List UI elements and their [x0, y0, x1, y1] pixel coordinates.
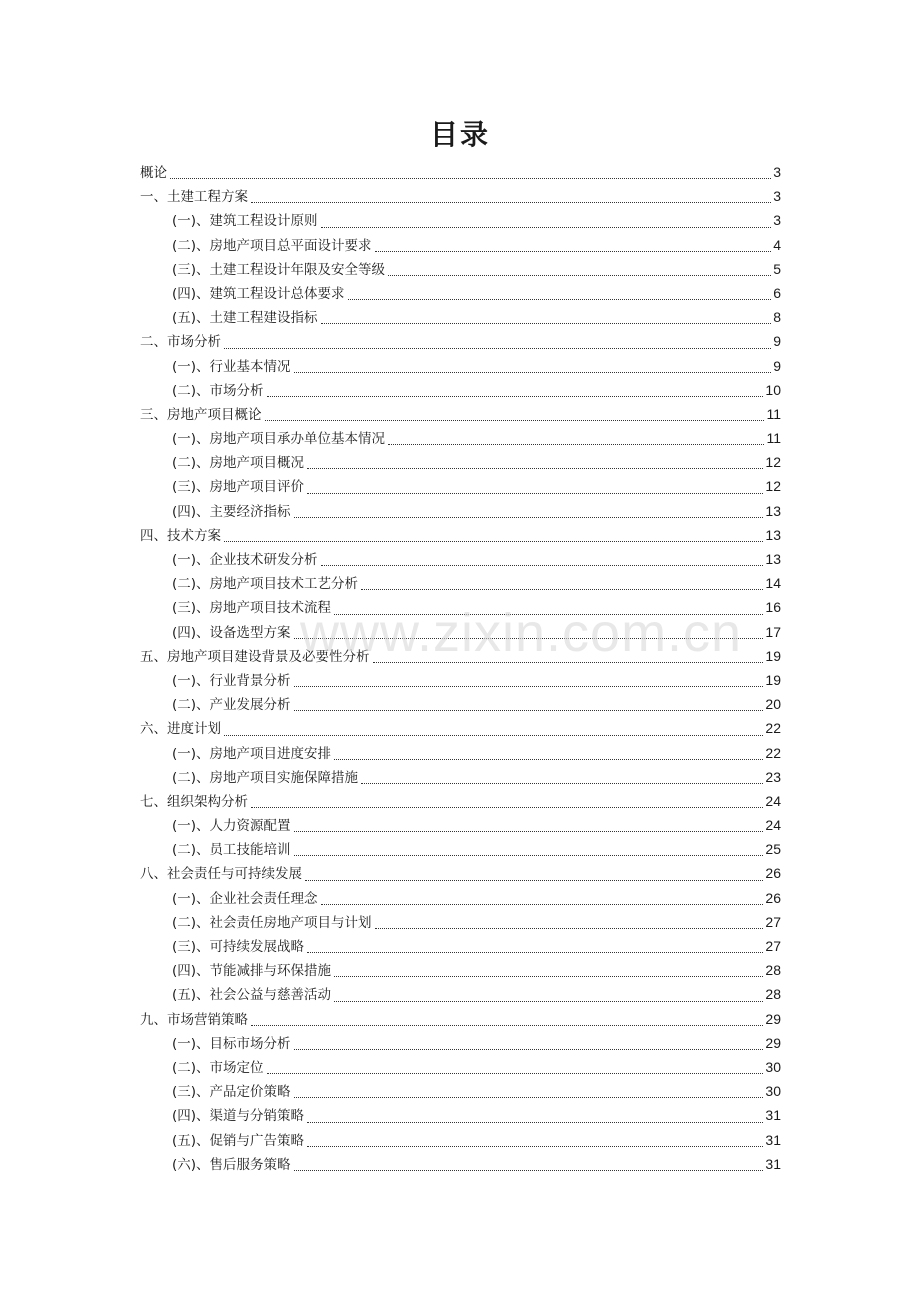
toc-dot-leader	[251, 202, 771, 203]
toc-page-number: 8	[773, 309, 781, 326]
toc-page-number: 16	[765, 599, 781, 616]
toc-dot-leader	[388, 275, 771, 276]
toc-entry-label: (二)、市场定位	[172, 1059, 264, 1076]
toc-section-entry[interactable]	[140, 910, 781, 934]
toc-dot-leader	[321, 565, 764, 566]
toc-entry-label: 概论	[140, 165, 167, 181]
toc-entry-label: (四)、建筑工程设计总体要求	[172, 285, 345, 302]
toc-chapter-entry[interactable]	[140, 184, 781, 208]
toc-entry-label: (五)、土建工程建设指标	[172, 310, 318, 327]
toc-dot-leader	[224, 735, 763, 736]
toc-chapter-entry[interactable]	[140, 644, 781, 668]
toc-chapter-entry[interactable]	[140, 716, 781, 740]
toc-chapter-entry[interactable]	[140, 523, 781, 547]
toc-entry-label: (三)、土建工程设计年限及安全等级	[172, 261, 386, 278]
toc-list	[140, 160, 781, 1176]
toc-page-number: 29	[765, 1034, 781, 1051]
toc-dot-leader	[375, 928, 764, 929]
toc-dot-leader	[361, 783, 763, 784]
toc-page-number: 31	[765, 1131, 781, 1148]
toc-title: 目录	[429, 118, 490, 151]
toc-dot-leader	[251, 1025, 763, 1026]
toc-dot-leader	[321, 227, 772, 228]
toc-dot-leader	[348, 299, 772, 300]
toc-section-entry[interactable]	[140, 1055, 781, 1079]
toc-section-entry[interactable]	[140, 426, 781, 450]
toc-page-number: 19	[765, 671, 781, 688]
toc-page-number: 14	[765, 575, 781, 592]
toc-page-number: 29	[765, 1010, 781, 1027]
toc-entry-label: 六、进度计划	[140, 721, 221, 738]
toc-entry-label: (三)、房地产项目技术流程	[172, 600, 332, 617]
toc-page-number: 24	[765, 817, 781, 834]
toc-page-number: 28	[765, 986, 781, 1003]
toc-entry-label: (五)、社会公益与慈善活动	[172, 987, 332, 1004]
toc-page-number: 27	[765, 913, 781, 930]
watermark: www.zixin.com.cn	[300, 603, 743, 663]
toc-page-number: 26	[765, 865, 781, 882]
toc-entry-label: (一)、人力资源配置	[172, 818, 291, 835]
toc-page-number: 27	[765, 938, 781, 954]
toc-page-number: 22	[765, 744, 781, 761]
toc-page-number: 13	[765, 502, 781, 519]
toc-page-number: 3	[773, 212, 781, 229]
toc-section-entry[interactable]	[140, 305, 781, 329]
toc-section-entry[interactable]	[140, 620, 781, 644]
toc-section-entry[interactable]	[140, 354, 781, 378]
toc-dot-leader	[307, 493, 763, 494]
toc-dot-leader	[305, 880, 763, 881]
toc-section-entry[interactable]	[140, 1128, 781, 1152]
toc-section-entry[interactable]	[140, 499, 781, 523]
toc-entry-label: (二)、社会责任房地产项目与计划	[172, 914, 372, 931]
toc-page-number: 13	[765, 526, 781, 543]
toc-entry-label: 七、组织架构分析	[140, 793, 248, 810]
toc-entry-label: (二)、房地产项目总平面设计要求	[172, 237, 372, 254]
toc-dot-leader	[224, 541, 763, 542]
toc-entry-label: (四)、主要经济指标	[172, 503, 291, 520]
toc-page-number: 26	[765, 889, 781, 906]
toc-dot-leader	[294, 1097, 764, 1098]
toc-dot-leader	[334, 1001, 763, 1002]
toc-section-entry[interactable]	[140, 886, 781, 910]
toc-entry-label: (一)、企业技术研发分析	[172, 552, 318, 568]
toc-page-number: 9	[773, 357, 781, 374]
toc-page-number: 30	[765, 1083, 781, 1100]
toc-entry-label: (五)、促销与广告策略	[172, 1132, 305, 1149]
toc-section-entry[interactable]	[140, 547, 781, 571]
toc-page-number: 4	[773, 236, 781, 253]
toc-section-entry[interactable]	[140, 378, 781, 402]
toc-dot-leader	[373, 662, 764, 663]
toc-dot-leader	[294, 1049, 764, 1050]
toc-section-entry[interactable]	[140, 1103, 781, 1127]
toc-entry-label: 五、房地产项目建设背景及必要性分析	[140, 648, 370, 665]
toc-section-entry[interactable]	[140, 281, 781, 305]
toc-page-number: 10	[765, 381, 781, 398]
toc-entry-label: 四、技术方案	[140, 527, 221, 544]
toc-dot-leader	[321, 904, 764, 905]
toc-dot-leader	[294, 710, 764, 711]
toc-page-number: 5	[773, 260, 781, 277]
toc-page-number: 11	[766, 430, 781, 447]
toc-section-entry[interactable]	[140, 934, 781, 958]
toc-entry-label: (一)、目标市场分析	[172, 1035, 291, 1052]
toc-entry-label: (二)、市场分析	[172, 382, 264, 399]
toc-section-entry[interactable]	[140, 958, 781, 982]
toc-entry-label: (六)、售后服务策略	[172, 1156, 291, 1173]
toc-dot-leader	[307, 1146, 763, 1147]
toc-entry-label: (一)、企业社会责任理念	[172, 890, 318, 907]
toc-page-number: 28	[765, 962, 781, 979]
toc-dot-leader	[307, 468, 763, 469]
toc-section-entry[interactable]	[140, 450, 781, 474]
toc-page-number: 17	[765, 623, 781, 640]
toc-entry-label: (二)、房地产项目实施保障措施	[172, 769, 359, 786]
toc-entry-label: (四)、节能减排与环保措施	[172, 963, 332, 980]
toc-entry-label: (四)、设备选型方案	[172, 624, 291, 641]
toc-entry-label: (四)、渠道与分销策略	[172, 1108, 305, 1125]
toc-dot-leader	[307, 1122, 763, 1123]
toc-page-number: 9	[773, 333, 781, 350]
toc-chapter-entry[interactable]	[140, 1007, 781, 1031]
toc-dot-leader	[294, 686, 764, 687]
toc-entry-label: (二)、产业发展分析	[172, 697, 291, 714]
toc-page-number: 20	[765, 696, 781, 713]
toc-dot-leader	[334, 759, 763, 760]
toc-section-entry[interactable]	[140, 208, 781, 232]
toc-chapter-entry[interactable]	[140, 329, 781, 353]
toc-page-number: 12	[765, 454, 781, 471]
toc-section-entry[interactable]	[140, 837, 781, 861]
toc-entry-label: (一)、行业背景分析	[172, 672, 291, 689]
toc-section-entry[interactable]	[140, 982, 781, 1006]
toc-dot-leader	[361, 589, 763, 590]
toc-chapter-entry[interactable]	[140, 861, 781, 885]
toc-dot-leader	[265, 420, 765, 421]
toc-dot-leader	[321, 323, 772, 324]
toc-entry-label: 九、市场营销策略	[140, 1011, 248, 1028]
toc-section-entry[interactable]	[140, 765, 781, 789]
toc-entry-label: (一)、房地产项目承办单位基本情况	[172, 431, 386, 448]
toc-section-entry[interactable]	[140, 692, 781, 716]
toc-chapter-entry[interactable]	[140, 789, 781, 813]
toc-section-entry[interactable]	[140, 1152, 781, 1176]
toc-dot-leader	[294, 855, 764, 856]
toc-page-number: 24	[765, 792, 781, 809]
toc-dot-leader	[294, 831, 764, 832]
toc-section-entry[interactable]	[140, 257, 781, 281]
toc-entry-label: (三)、产品定价策略	[172, 1084, 291, 1101]
toc-section-entry[interactable]	[140, 571, 781, 595]
toc-dot-leader	[294, 372, 772, 373]
toc-dot-leader	[334, 614, 763, 615]
toc-dot-leader	[388, 444, 764, 445]
toc-entry-label: (二)、员工技能培训	[172, 842, 291, 859]
toc-dot-leader	[375, 251, 772, 252]
toc-dot-leader	[267, 1073, 764, 1074]
toc-dot-leader	[294, 1170, 764, 1171]
toc-section-entry[interactable]	[140, 813, 781, 837]
toc-chapter-entry[interactable]	[140, 160, 781, 184]
toc-entry-label: 八、社会责任与可持续发展	[140, 866, 302, 883]
toc-dot-leader	[170, 178, 771, 179]
toc-dot-leader	[294, 517, 764, 518]
toc-dot-leader	[251, 807, 763, 808]
toc-page-number: 19	[765, 647, 781, 664]
toc-section-entry[interactable]	[140, 1079, 781, 1103]
toc-page-number: 30	[765, 1058, 781, 1075]
toc-page-number: 12	[765, 478, 781, 495]
toc-entry-label: 二、市场分析	[140, 334, 221, 351]
toc-section-entry[interactable]	[140, 741, 781, 765]
toc-entry-label: 一、土建工程方案	[140, 189, 248, 206]
toc-page-number: 11	[766, 405, 781, 422]
toc-dot-leader	[307, 952, 763, 953]
toc-entry-label: (一)、建筑工程设计原则	[172, 213, 318, 230]
toc-entry-label: (一)、房地产项目进度安排	[172, 745, 332, 762]
toc-section-entry[interactable]	[140, 233, 781, 257]
toc-chapter-entry[interactable]	[140, 402, 781, 426]
toc-section-entry[interactable]	[140, 474, 781, 498]
toc-dot-leader	[334, 976, 763, 977]
toc-section-entry[interactable]	[140, 1031, 781, 1055]
toc-dot-leader	[224, 348, 771, 349]
toc-dot-leader	[294, 638, 764, 639]
toc-entry-label: 三、房地产项目概论	[140, 406, 262, 423]
toc-section-entry[interactable]	[140, 668, 781, 692]
toc-page-number: 22	[765, 720, 781, 737]
toc-entry-label: (二)、房地产项目技术工艺分析	[172, 576, 359, 593]
toc-page-number: 6	[773, 284, 781, 301]
toc-entry-label: (三)、可持续发展战略	[172, 939, 305, 955]
toc-section-entry[interactable]	[140, 595, 781, 619]
toc-page-number: 25	[765, 841, 781, 858]
toc-page-number: 3	[773, 164, 781, 180]
toc-page-number: 31	[765, 1107, 781, 1124]
toc-page-number: 23	[765, 768, 781, 785]
toc-entry-label: (一)、行业基本情况	[172, 358, 291, 375]
toc-page-number: 31	[765, 1155, 781, 1172]
toc-page-number: 3	[773, 188, 781, 205]
toc-entry-label: (三)、房地产项目评价	[172, 479, 305, 496]
toc-dot-leader	[267, 396, 764, 397]
toc-page-number: 13	[765, 551, 781, 567]
toc-entry-label: (二)、房地产项目概况	[172, 455, 305, 472]
